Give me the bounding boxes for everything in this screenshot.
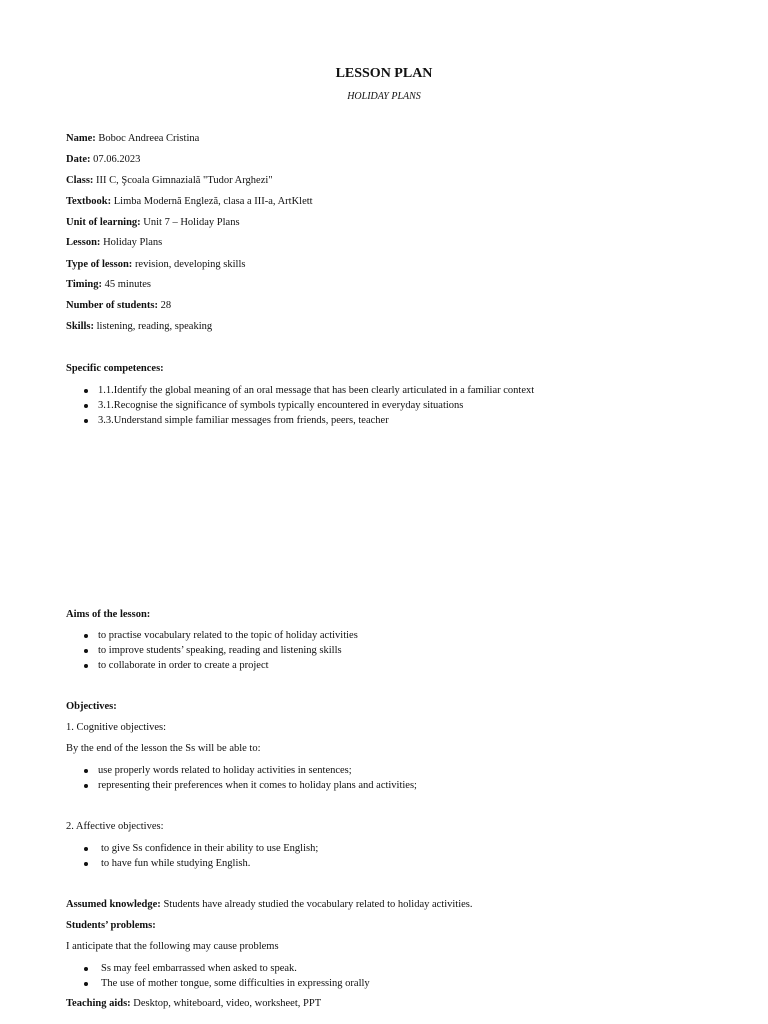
- list-item: The use of mother tongue, some difficulties in expressing orally: [66, 976, 370, 991]
- teaching-aids: [66, 997, 321, 1010]
- list-item: to practise vocabulary related to the topic of holiday activities: [66, 628, 358, 643]
- field-textbook: [66, 195, 313, 208]
- field-label: Timing:: [66, 279, 102, 290]
- objectives-heading: Objectives:: [66, 701, 117, 712]
- assumed-knowledge: [66, 898, 473, 911]
- cognitive-objectives-title: 1. Cognitive objectives:: [66, 722, 167, 733]
- field-label: Date:: [66, 154, 91, 165]
- affective-objectives-title: 2. Affective objectives:: [66, 821, 164, 832]
- field-label: Lesson:: [66, 237, 101, 248]
- field-value: revision, developing skills: [132, 259, 246, 270]
- field-value: III C, Şcoala Gimnazială "Tudor Arghezi": [93, 175, 273, 186]
- list-item: to have fun while studying English.: [66, 856, 318, 871]
- field-lesson-type: [66, 258, 245, 271]
- list-item: to collaborate in order to create a project: [66, 658, 358, 673]
- field-value: listening, reading, speaking: [94, 321, 213, 332]
- list-item: 1.1.Identify the global meaning of an oral message that has been clearly articulated in a familiar context: [66, 383, 534, 398]
- list-item: to give Ss confidence in their ability to use English;: [66, 841, 318, 856]
- field-name: [66, 132, 199, 145]
- students-problems-intro: I anticipate that the following may cause problems: [66, 941, 279, 952]
- field-label: Type of lesson:: [66, 259, 133, 270]
- field-label: Name:: [66, 133, 96, 144]
- competences-list: [66, 383, 534, 428]
- field-label: Unit of learning:: [66, 217, 141, 228]
- cognitive-objectives-list: [66, 763, 417, 793]
- students-problems-list: [66, 961, 370, 991]
- field-unit: [66, 216, 240, 229]
- list-item: use properly words related to holiday activities in sentences;: [66, 763, 417, 778]
- document-title: LESSON PLAN: [335, 66, 433, 81]
- field-value: Unit 7 – Holiday Plans: [140, 217, 240, 228]
- cognitive-objectives-intro: By the end of the lesson the Ss will be able to:: [66, 743, 261, 754]
- field-value: Boboc Andreea Cristina: [95, 133, 200, 144]
- assumed-knowledge-value: Students have already studied the vocabulary related to holiday activities.: [160, 899, 473, 910]
- field-value: 28: [157, 300, 172, 311]
- field-value: Holiday Plans: [100, 237, 163, 248]
- field-skills: [66, 320, 212, 333]
- field-lesson: [66, 236, 162, 249]
- field-students: [66, 299, 171, 312]
- list-item: representing their preferences when it comes to holiday plans and activities;: [66, 778, 417, 793]
- affective-objectives-list: [66, 841, 318, 871]
- students-problems-heading: Students’ problems:: [66, 920, 156, 931]
- field-value: Limba Modernă Engleză, clasa a III-a, ArtKlett: [111, 196, 313, 207]
- field-value: 45 minutes: [101, 279, 151, 290]
- list-item: to improve students’ speaking, reading and listening skills: [66, 643, 358, 658]
- field-label: Textbook:: [66, 196, 112, 207]
- field-label: Number of students:: [66, 300, 158, 311]
- assumed-knowledge-label: Assumed knowledge:: [66, 899, 161, 910]
- aims-heading: Aims of the lesson:: [66, 609, 151, 620]
- field-class: [66, 174, 273, 187]
- teaching-aids-value: Desktop, whiteboard, video, worksheet, PPT: [130, 998, 322, 1009]
- field-date: [66, 153, 140, 166]
- competences-heading: Specific competences:: [66, 363, 164, 374]
- document-subtitle: HOLIDAY PLANS: [347, 91, 421, 102]
- field-label: Skills:: [66, 321, 95, 332]
- field-timing: [66, 278, 151, 291]
- list-item: 3.3.Understand simple familiar messages from friends, peers, teacher: [66, 413, 534, 428]
- field-label: Class:: [66, 175, 94, 186]
- list-item: 3.1.Recognise the significance of symbols typically encountered in everyday situations: [66, 398, 534, 413]
- list-item: Ss may feel embarrassed when asked to speak.: [66, 961, 370, 976]
- field-value: 07.06.2023: [90, 154, 141, 165]
- teaching-aids-label: Teaching aids:: [66, 998, 131, 1009]
- aims-list: [66, 628, 358, 673]
